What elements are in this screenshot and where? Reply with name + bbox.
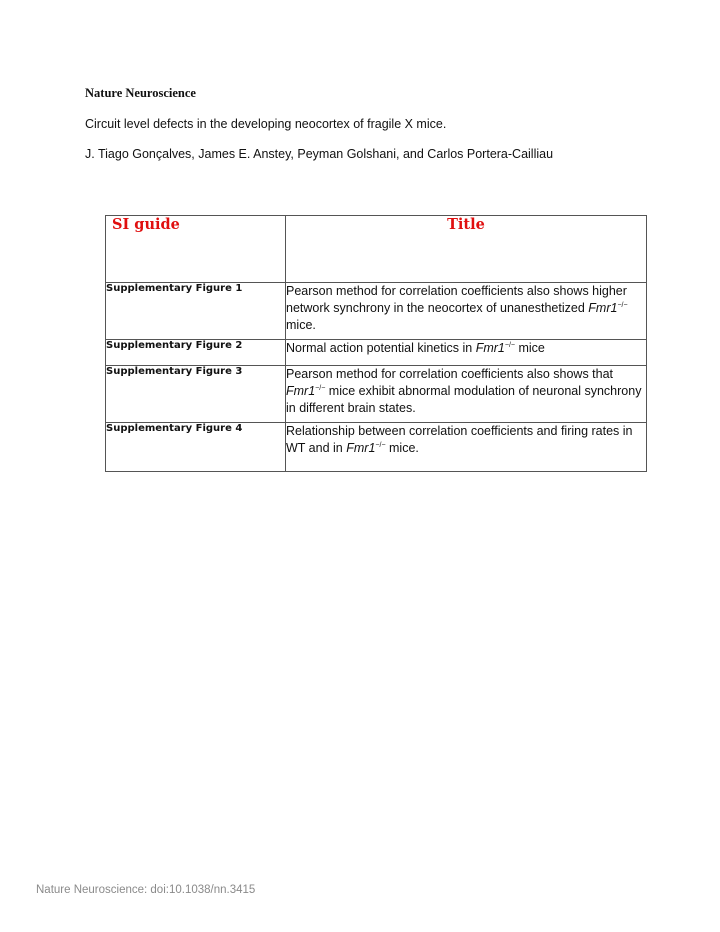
header-si-guide: SI guide: [106, 216, 286, 283]
table-row: [106, 423, 647, 472]
supp-figure-title: Pearson method for correlation coefficients also shows that Fmr1−/− mice exhibit abnormal modulation of neuronal synchrony in different brain states.: [286, 366, 647, 423]
table-header-row: [106, 216, 647, 283]
supp-figure-title: Relationship between correlation coefficients and firing rates in WT and in Fmr1−/− mice.: [286, 423, 647, 472]
journal-name: Nature Neuroscience: [85, 86, 196, 100]
supp-figure-title: Pearson method for correlation coefficients also shows higher network synchrony in the neocortex of unanesthetized Fmr1−/− mice.: [286, 283, 647, 340]
supp-figure-label: Supplementary Figure 2: [106, 340, 286, 366]
table-row: [106, 340, 647, 366]
supp-figure-title: Normal action potential kinetics in Fmr1−/− mice: [286, 340, 647, 366]
footer-doi: Nature Neuroscience: doi:10.1038/nn.3415: [36, 884, 256, 896]
header-title: Title: [286, 216, 647, 283]
si-guide-table: [105, 215, 647, 472]
supp-figure-label: Supplementary Figure 3: [106, 366, 286, 423]
supp-figure-label: Supplementary Figure 1: [106, 283, 286, 340]
paper-title: Circuit level defects in the developing neocortex of fragile X mice.: [85, 117, 447, 131]
table-row: [106, 366, 647, 423]
supp-figure-label: Supplementary Figure 4: [106, 423, 286, 472]
table-row: [106, 283, 647, 340]
author-list: J. Tiago Gonçalves, James E. Anstey, Peyman Golshani, and Carlos Portera-Cailliau: [85, 147, 554, 161]
